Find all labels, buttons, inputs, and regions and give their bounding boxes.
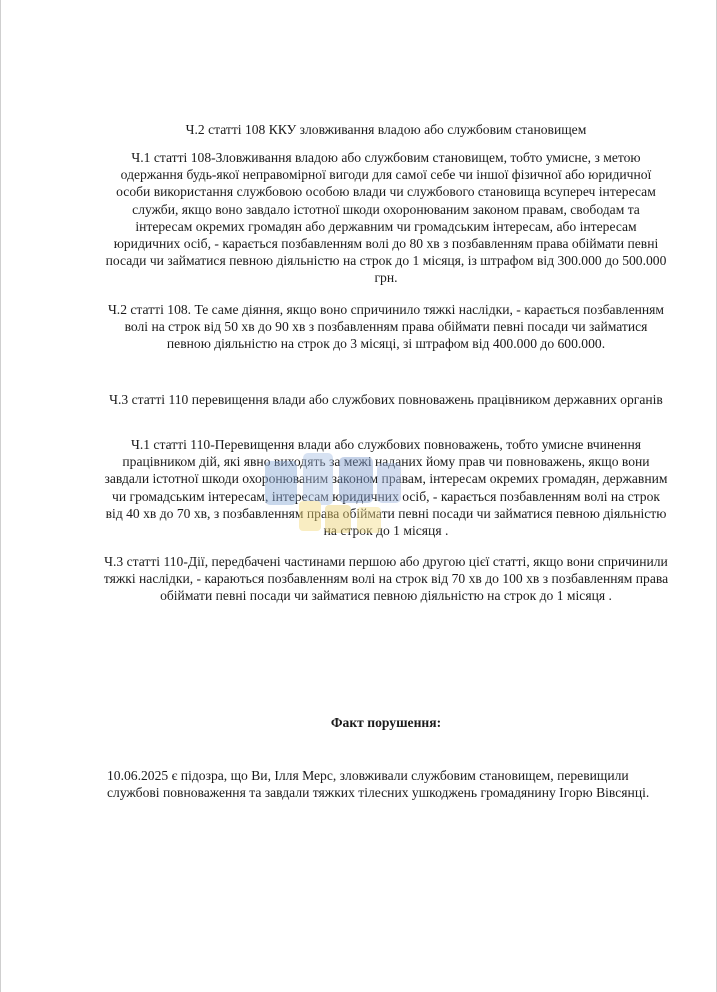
- section-heading-article-110: Ч.3 статті 110 перевищення влади або службових повноважень працівником державних органів: [109, 392, 663, 407]
- paragraph-article-110-part-3: Ч.3 статті 110-Дії, передбачені частинами першою або другою цієї статті, якщо вони спричинили тяжкі наслідки, - караються позбавленням волі на строк від 70 хв до 100 хв з позбавленням права обіймати певні посади чи займатися певною діяльністю на строк до 1 місяця .: [103, 554, 669, 604]
- paragraph-article-108-part-1: Ч.1 статті 108-Зловживання владою або службовим становищем, тобто умисне, з метою одержання будь-якої неправомірної вигоди для самої себе чи іншої фізичної або юридичної особи використання службовою особою влади чи службового становища всупереч інтересам служби, якщо воно завдало істотної шкоди охоронюваним законом правам, свободам та інтересам окремих громадян або державним чи громадським інтересам, або інтересам юридичних осіб, - карається позбавленням волі до 80 хв з позбавленням права обіймати певні посади чи займатися певною діяльністю на строк до 1 місяця, із штрафом від 300.000 до 500.000 грн.: [105, 150, 667, 286]
- paragraph-article-110-part-1: Ч.1 статті 110-Перевищення влади або службових повноважень, тобто умисне вчинення працівником дій, які явно виходять за межі наданих йому прав чи повноважень, якщо вони завдали істотної шкоди охоронюваним законом правам, інтересам окремих громадян, державним чи громадським інтересам, інтересам юридичних осіб, - карається позбавленням волі на строк від 40 хв до 70 хв, з позбавленням права обіймати певні посади чи займатися певною діяльністю на строк до 1 місяця .: [104, 437, 668, 539]
- paragraph-article-108-part-2: Ч.2 статті 108. Те саме діяння, якщо воно спричинило тяжкі наслідки, - карається позбавленням волі на строк від 50 хв до 90 хв з позбавленням права обіймати певні посади чи займатися певною діяльністю на строк до 3 місяці, зі штрафом від 400.000 до 600.000.: [107, 302, 665, 352]
- section-heading-article-108: Ч.2 статті 108 ККУ зловживання владою або службовим становищем: [185, 122, 587, 137]
- fact-statement: 10.06.2025 є підозра, що Ви, Ілля Мерс, зловживали службовим становищем, перевищили службові повноваження та завдали тяжких тілесних ушкоджень громадянину Ігорю Вівсянці.: [107, 768, 650, 801]
- fact-heading: Факт порушення:: [330, 715, 442, 730]
